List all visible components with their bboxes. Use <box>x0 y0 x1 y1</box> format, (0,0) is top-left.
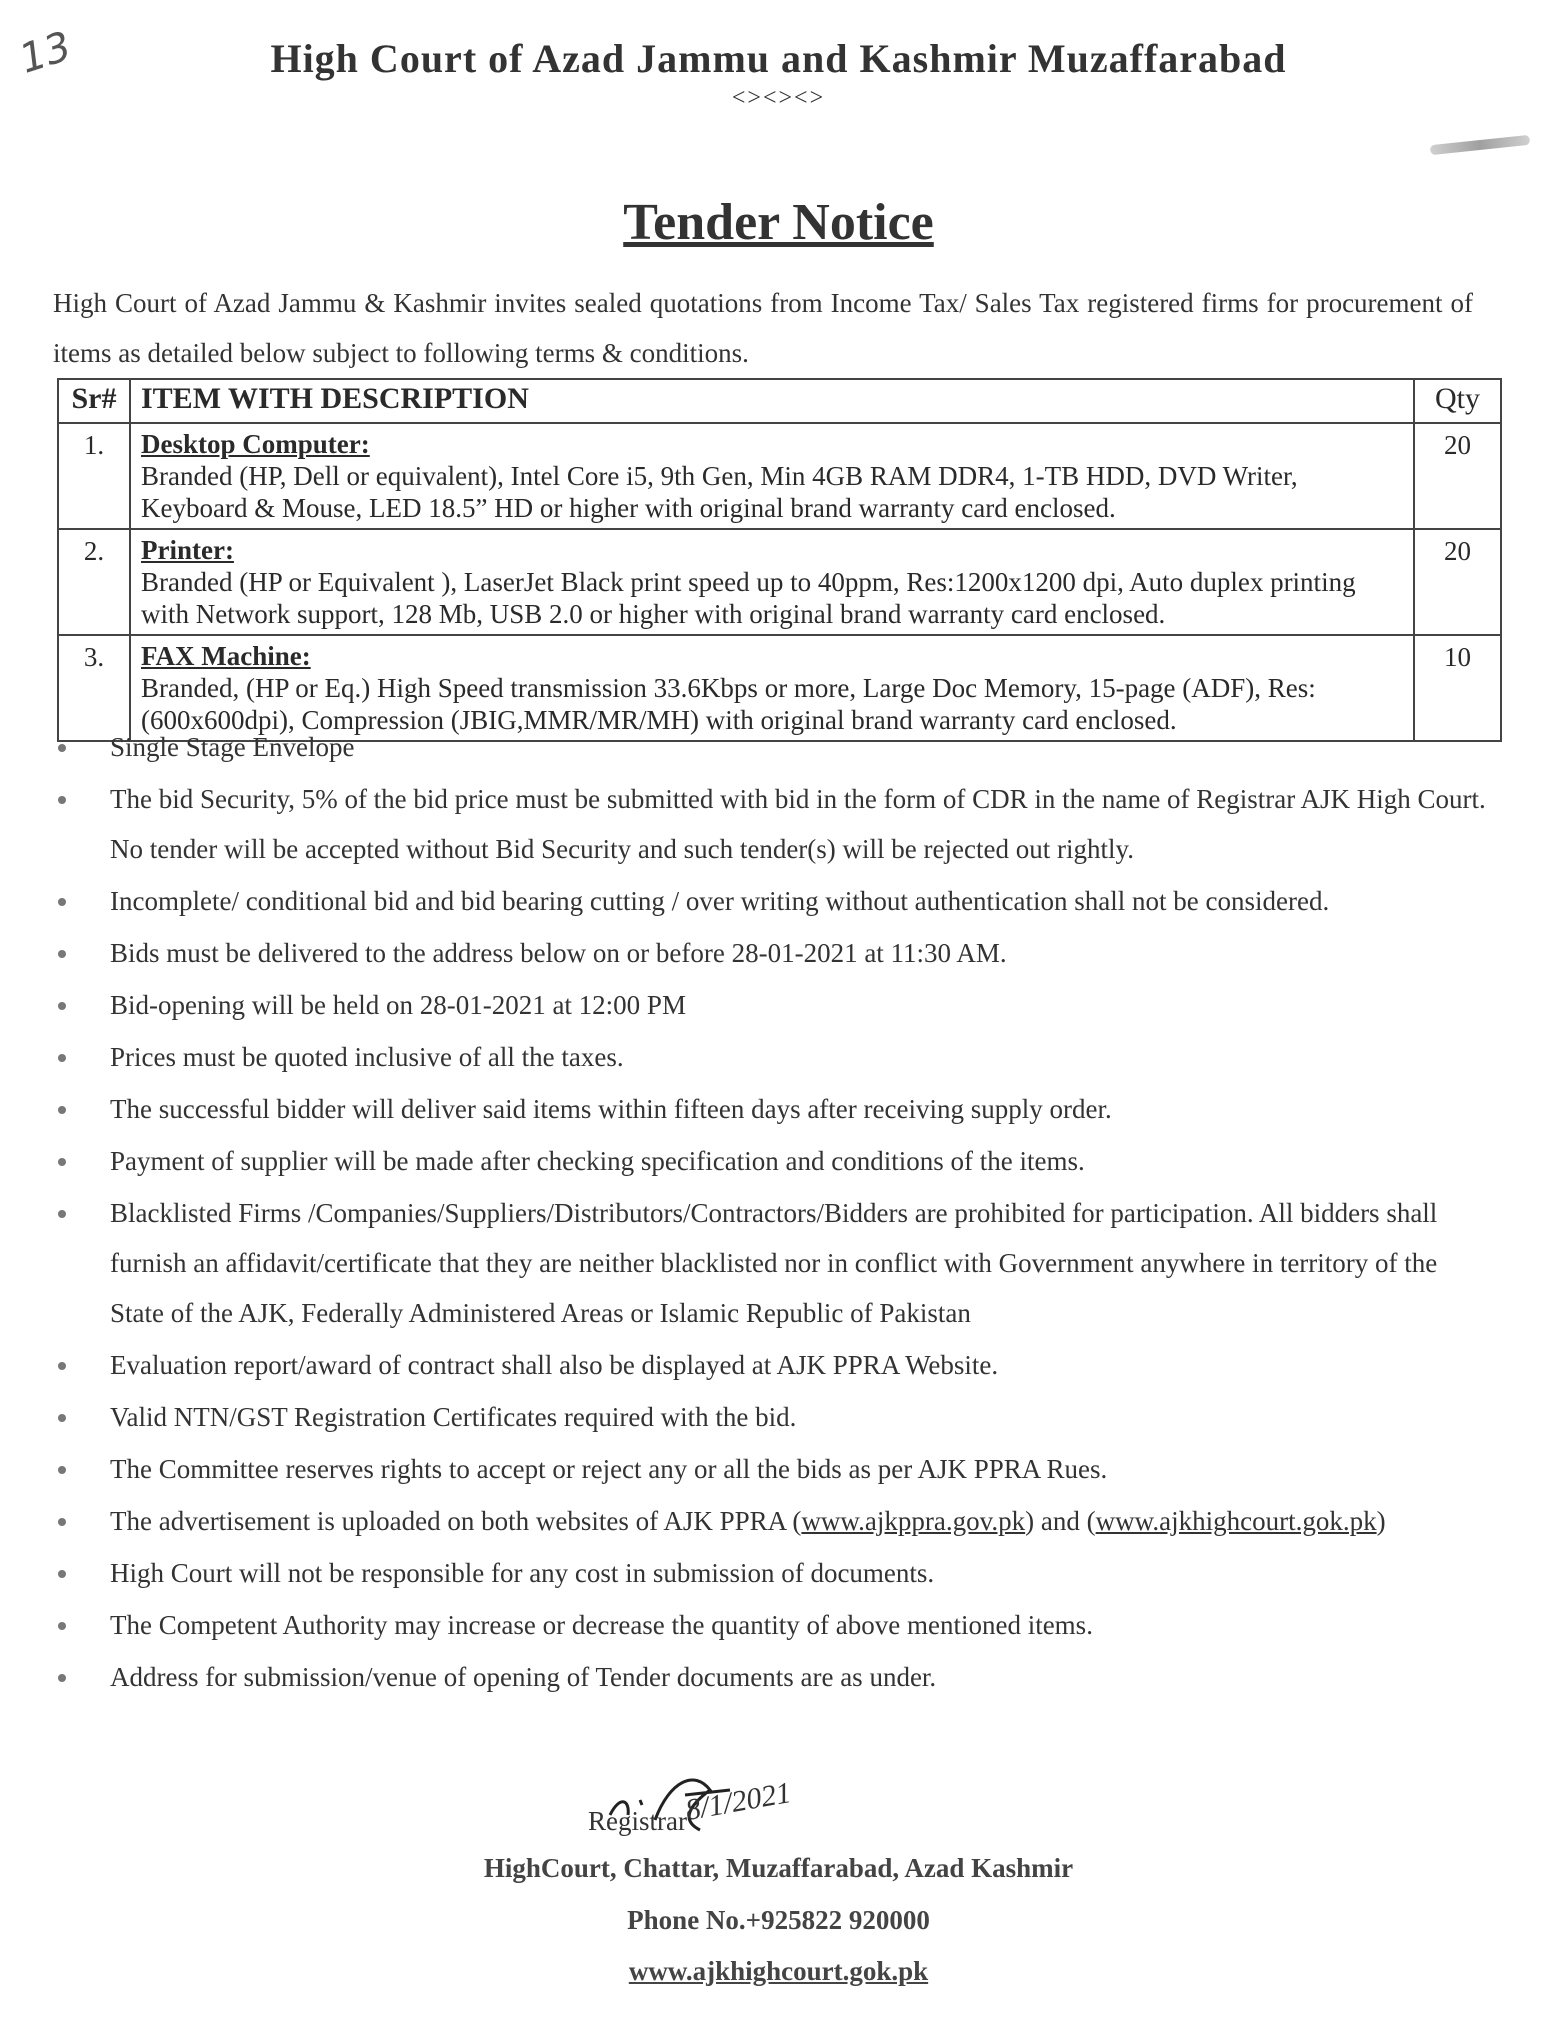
registrar-label: Registrar <box>588 1806 687 1836</box>
term-item: Evaluation report/award of contract shall also be displayed at AJK PPRA Website. <box>50 1340 1490 1390</box>
header-item: ITEM WITH DESCRIPTION <box>130 379 1414 423</box>
website-link[interactable]: www.ajkhighcourt.gok.pk <box>628 1956 929 1986</box>
row-qty: 20 <box>1414 423 1501 529</box>
term-item: The successful bidder will deliver said items within fifteen days after receiving supply order. <box>50 1084 1490 1134</box>
item-description: Branded, (HP or Eq.) High Speed transmission 33.6Kbps or more, Large Doc Memory, 15-page (ADF), Res:(600x600dpi), Compression (JBIG,MMR/MR/MH) with original brand warranty card enclosed. <box>141 673 1316 735</box>
term-item: Bid-opening will be held on 28-01-2021 at 12:00 PM <box>50 980 1490 1030</box>
signature-date: 8/1/2021 <box>682 1775 794 1828</box>
item-description: Branded (HP or Equivalent ), LaserJet Black print speed up to 40ppm, Res:1200x1200 dpi, Auto duplex printing with Network support, 128 Mb, USB 2.0 or higher with original brand warranty card enclosed. <box>141 567 1356 629</box>
term-item-advertisement <box>50 1496 1490 1546</box>
ajkppra-link[interactable]: www.ajkppra.gov.pk <box>801 1506 1026 1536</box>
item-name: Printer: <box>141 535 234 565</box>
term-item: The Committee reserves rights to accept or reject any or all the bids as per AJK PPRA Rues. <box>50 1444 1490 1494</box>
items-table <box>57 378 1502 742</box>
terms-list <box>50 722 1490 1704</box>
ad-suffix: ) <box>1376 1506 1386 1536</box>
term-item: Valid NTN/GST Registration Certificates required with the bid. <box>50 1392 1490 1442</box>
item-name: FAX Machine: <box>141 641 311 671</box>
court-title: High Court of Azad Jammu and Kashmir Muzaffarabad <box>270 36 1287 81</box>
term-item: Bids must be delivered to the address below on or before 28-01-2021 at 11:30 AM. <box>50 928 1490 978</box>
row-sr: 1. <box>58 423 130 529</box>
term-item: Single Stage Envelope <box>50 722 1490 772</box>
term-item: Payment of supplier will be made after checking specification and conditions of the items. <box>50 1136 1490 1186</box>
table-row <box>58 529 1501 635</box>
intro-paragraph: High Court of Azad Jammu & Kashmir invites sealed quotations from Income Tax/ Sales Tax registered firms for procurement of items as detailed below subject to following terms & conditions. <box>53 288 1473 368</box>
table-header-row <box>58 379 1501 423</box>
row-description-cell <box>130 423 1414 529</box>
term-item: The bid Security, 5% of the bid price must be submitted with bid in the form of CDR in the name of Registrar AJK High Court. No tender will be accepted without Bid Security and such tender(s) will be rejected out rightly. <box>50 774 1490 874</box>
address-line: HighCourt, Chattar, Muzaffarabad, Azad Kashmir <box>483 1853 1074 1883</box>
ad-middle: ) and ( <box>1025 1506 1096 1536</box>
term-item: High Court will not be responsible for any cost in submission of documents. <box>50 1548 1490 1598</box>
header-qty: Qty <box>1414 379 1501 423</box>
notice-title: Tender Notice <box>623 194 934 251</box>
title-ornament: <><><> <box>731 85 826 111</box>
item-name: Desktop Computer: <box>141 429 370 459</box>
term-item: Incomplete/ conditional bid and bid bearing cutting / over writing without authentication shall not be considered. <box>50 876 1490 926</box>
row-sr: 3. <box>58 635 130 741</box>
ad-prefix: The advertisement is uploaded on both websites of AJK PPRA ( <box>110 1506 802 1536</box>
pencil-mark <box>1430 135 1530 155</box>
table-row <box>58 423 1501 529</box>
header-sr: Sr# <box>58 379 130 423</box>
ajkhighcourt-link[interactable]: www.ajkhighcourt.gok.pk <box>1095 1506 1377 1536</box>
item-description: Branded (HP, Dell or equivalent), Intel Core i5, 9th Gen, Min 4GB RAM DDR4, 1-TB HDD, DVD Writer, Keyboard & Mouse, LED 18.5” HD or higher with original brand warranty card enclosed. <box>141 461 1298 523</box>
term-item: Blacklisted Firms /Companies/Suppliers/Distributors/Contractors/Bidders are prohibited for participation. All bidders shall furnish an affidavit/certificate that they are neither blacklisted nor in conflict with Government anywhere in territory of the State of the AJK, Federally Administered Areas or Islamic Republic of Pakistan <box>50 1188 1490 1338</box>
row-qty: 10 <box>1414 635 1501 741</box>
phone-number: Phone No.+925822 920000 <box>627 1905 930 1935</box>
row-qty: 20 <box>1414 529 1501 635</box>
term-item: Prices must be quoted inclusive of all the taxes. <box>50 1032 1490 1082</box>
handwritten-page-number: 13 <box>14 23 77 83</box>
row-description-cell <box>130 529 1414 635</box>
term-item: Address for submission/venue of opening of Tender documents are as under. <box>50 1652 1490 1702</box>
term-item: The Competent Authority may increase or decrease the quantity of above mentioned items. <box>50 1600 1490 1650</box>
row-sr: 2. <box>58 529 130 635</box>
